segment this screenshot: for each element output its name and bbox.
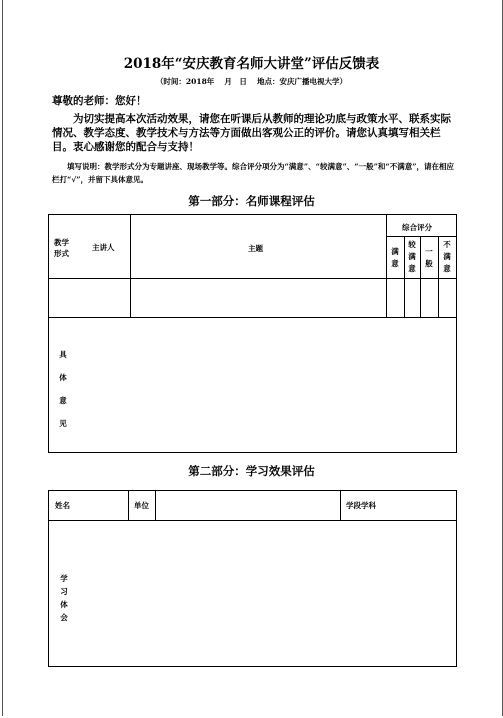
- part2-heading: 第二部分：学习效果评估: [188, 464, 315, 478]
- greeting: 尊敬的老师：您好！: [52, 95, 147, 107]
- form-subtitle: （时间：2018年 月 日 地点：安庆广播电视大学）: [155, 77, 348, 86]
- part1-heading: 第一部分：名师课程评估: [188, 194, 315, 208]
- fill-instructions: 填写说明：教学形式分为专题讲座、现场教学等。综合评分项分为“满意”、“较满意”、“一般”和“不满意”，请在相应栏打“√”，并留下具体意见。: [52, 162, 455, 184]
- col-header-overall-score: 综合评分: [402, 223, 432, 232]
- intro-paragraph: 为切实提高本次活动效果，请您在听课后从教师的理论功底与政策水平、联系实际情况、教学态度、教学技术与方法等方面做出客观公正的评价。请您认真填写相关栏目。衷心感谢您的配合与支持！: [52, 113, 451, 153]
- form-title: 2018年“安庆教育名师大讲堂”评估反馈表: [123, 56, 380, 72]
- col-header-unit: 单位: [134, 501, 149, 510]
- score-option-unsatisfied: 不满意: [443, 240, 451, 273]
- specific-opinion-label: 具体意见: [59, 350, 67, 428]
- col-header-name: 姓名: [55, 501, 70, 510]
- score-option-satisfied: 满意: [391, 247, 399, 268]
- score-option-average: 一般: [425, 247, 433, 268]
- col-header-topic: 主题: [248, 244, 263, 253]
- score-option-fairly-satisfied: 较满意: [408, 240, 416, 273]
- learning-experience-label: 学习体会: [60, 574, 68, 622]
- col-header-grade-subject: 学段学科: [346, 501, 376, 510]
- col-header-speaker: 主讲人: [92, 243, 115, 252]
- col-header-teaching-form: 教学形式: [54, 238, 69, 258]
